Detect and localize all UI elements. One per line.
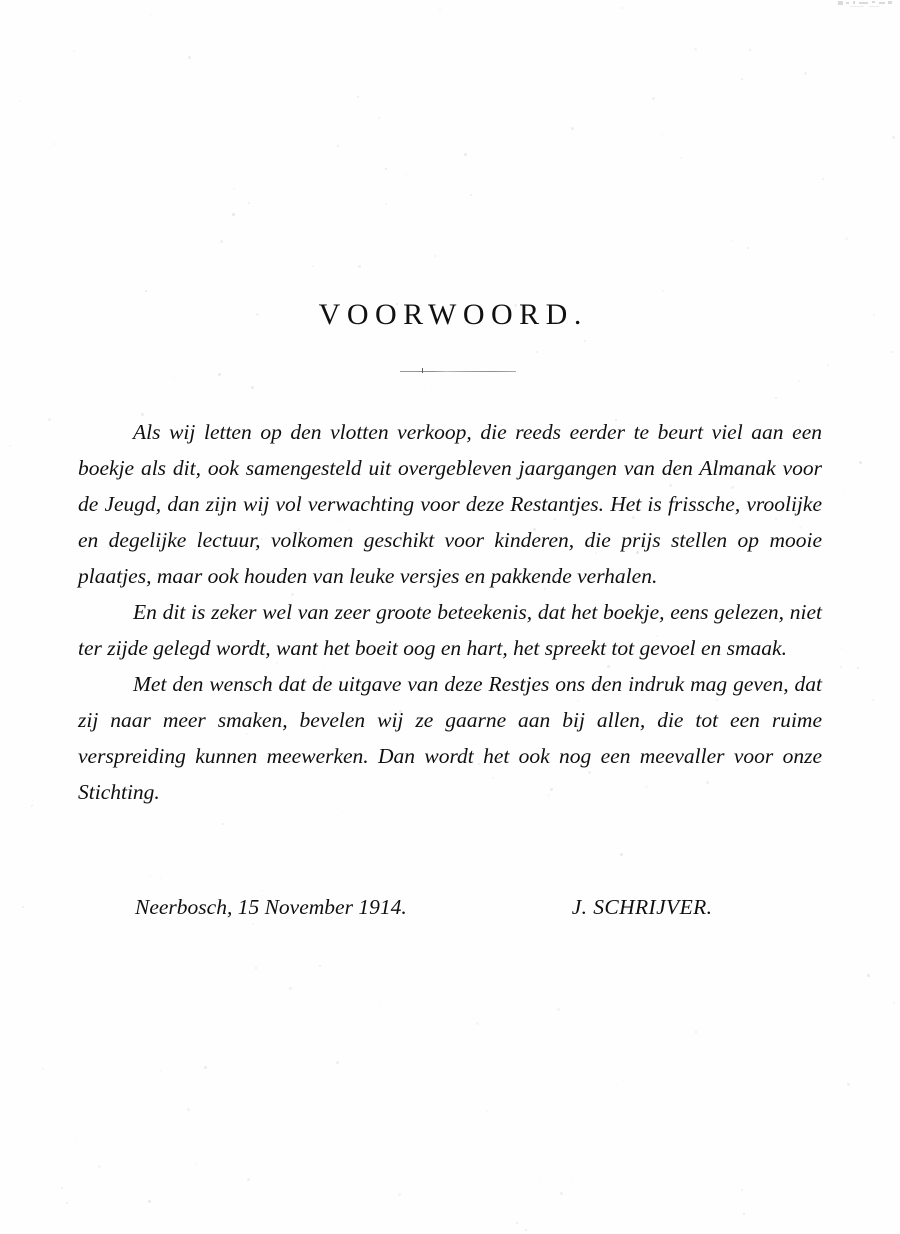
scan-speck: [891, 351, 893, 353]
scan-speck: [220, 240, 223, 243]
scan-speck: [680, 157, 682, 159]
scan-speck: [312, 265, 314, 267]
scan-speck: [404, 1112, 405, 1113]
scan-speck: [872, 699, 874, 701]
scan-speck: [255, 967, 257, 969]
scan-speck: [204, 1066, 207, 1069]
scan-speck: [859, 461, 862, 464]
scan-speck: [571, 127, 574, 130]
scan-speck: [173, 377, 175, 379]
scan-speck: [405, 173, 407, 175]
scan-speck: [584, 340, 586, 342]
scan-speck: [233, 188, 235, 190]
scan-speck: [342, 811, 343, 812]
title-divider: [400, 371, 516, 372]
scan-speck: [743, 1213, 745, 1215]
scan-speck: [652, 97, 655, 100]
scan-speck: [462, 26, 463, 27]
scan-speck: [747, 247, 749, 249]
scan-speck: [536, 351, 538, 353]
paragraph-1: Als wij letten op den vlotten verkoop, die reeds eerder te beurt viel aan een boekje als dit, ook samengesteld uit overgebleven jaargangen van den Almanak voor de Jeugd, dan zijn wij vol verwachting voor deze Restantjes. Het is frissche, vroolijke en degelijke lectuur, volkomen geschikt voor kinderen, die prijs stellen op mooie plaatjes, maar ook houden van leuke versjes en pakkende verhalen.: [78, 420, 822, 588]
scan-speck: [145, 290, 147, 292]
scan-speck: [149, 875, 151, 877]
scan-speck: [188, 56, 191, 59]
scan-speck: [623, 1080, 624, 1081]
scan-speck: [695, 1031, 697, 1033]
scan-speck: [379, 1005, 380, 1006]
scan-speck: [893, 1002, 895, 1004]
scan-speck: [845, 237, 848, 240]
scan-speck: [847, 1083, 850, 1086]
scan-speck: [867, 974, 870, 977]
scan-speck: [410, 287, 412, 289]
scan-speck: [277, 245, 278, 246]
scan-speck: [160, 1070, 162, 1072]
scan-speck: [336, 1061, 339, 1064]
scan-speck: [48, 418, 51, 421]
scan-speck: [822, 178, 824, 180]
scan-speck: [536, 836, 537, 837]
page-title: VOORWOORD.: [318, 298, 588, 331]
signature-block: [78, 893, 822, 921]
scan-speck: [741, 78, 743, 80]
scan-speck: [620, 853, 623, 856]
scan-speck: [487, 1017, 488, 1018]
scan-speck: [337, 145, 339, 147]
scan-speck: [61, 1187, 63, 1189]
scan-speck: [262, 890, 263, 891]
scan-speck: [290, 95, 291, 96]
scan-speck: [700, 828, 701, 829]
scan-speck: [398, 1193, 401, 1196]
scan-speck: [148, 1200, 151, 1203]
scan-speck: [361, 210, 362, 211]
scan-speck: [32, 800, 33, 801]
paragraph-3: Met den wensch dat de uitgave van deze Restjes ons den indruk mag geven, dat zij naar meer smaken, bevelen wij ze gaarne aan bij allen, die tot een ruime verspreiding kunnen meewerken. Dan wordt het ook nog een meevaller voor onze Stichting.: [78, 672, 822, 804]
scan-speck: [247, 1178, 250, 1181]
scan-speck: [516, 1222, 518, 1224]
paragraph-2: En dit is zeker wel van zeer groote beteekenis, dat het boekje, eens gelezen, niet ter zijde gelegd wordt, want het boeit oog en hart, het spreekt tot gevoel en smaak.: [78, 600, 822, 660]
body-text: [78, 414, 822, 810]
scan-speck: [662, 290, 664, 292]
scan-speck: [439, 9, 441, 11]
scan-speck: [232, 213, 235, 216]
scan-speck: [195, 1162, 198, 1165]
scan-speck: [73, 50, 75, 52]
scan-speck: [98, 1165, 101, 1168]
title-block: [0, 300, 900, 330]
scan-speck: [804, 72, 807, 75]
scan-speck: [798, 380, 800, 382]
scan-speck: [694, 48, 697, 51]
scan-speck: [476, 1022, 479, 1025]
scan-speck: [31, 805, 33, 807]
scan-speck: [621, 7, 623, 9]
scan-speck: [525, 1229, 527, 1231]
scan-speck: [424, 389, 425, 390]
scan-speck: [252, 923, 254, 925]
scan-speck: [572, 1178, 573, 1179]
scan-speck: [218, 373, 221, 376]
scan-speck: [187, 1108, 190, 1111]
scan-speck: [731, 239, 734, 242]
scan-speck: [251, 386, 254, 389]
scan-speck: [53, 143, 55, 145]
scan-speck: [319, 965, 321, 967]
scan-speck: [248, 202, 250, 204]
scan-speck: [378, 117, 380, 119]
scan-speck: [540, 1179, 541, 1180]
scan-speck: [19, 100, 21, 102]
scan-speck: [358, 265, 361, 268]
scan-artifact: [838, 0, 894, 9]
scan-speck: [22, 906, 24, 908]
scan-speck: [840, 666, 842, 668]
scan-speck: [775, 397, 777, 399]
scan-speck: [857, 667, 859, 669]
scan-speck: [560, 1192, 563, 1195]
scan-speck: [841, 648, 842, 649]
scan-speck: [434, 255, 436, 257]
signature-place-date: Neerbosch, 15 November 1914.: [135, 895, 407, 919]
scan-speck: [9, 445, 11, 447]
scan-speck: [486, 1110, 488, 1112]
scan-speck: [150, 14, 152, 16]
scan-speck: [289, 987, 292, 990]
scan-speck: [357, 96, 359, 98]
scan-speck: [385, 203, 387, 205]
scan-speck: [325, 863, 327, 865]
scan-speck: [557, 1008, 560, 1011]
scan-speck: [222, 823, 224, 825]
scan-speck: [470, 194, 472, 196]
scan-speck: [42, 1068, 44, 1070]
scan-speck: [749, 49, 751, 51]
scan-speck: [741, 1189, 743, 1191]
scan-speck: [464, 153, 467, 156]
scan-speck: [66, 1202, 68, 1204]
scan-speck: [843, 493, 844, 494]
scan-speck: [892, 136, 895, 139]
scan-speck: [427, 856, 428, 857]
scan-speck: [160, 878, 161, 879]
scan-speck: [24, 183, 25, 184]
signature-author: J. SCHRIJVER.: [571, 895, 713, 919]
scan-speck: [827, 364, 829, 366]
scan-speck: [473, 1018, 474, 1019]
scan-speck: [76, 1136, 77, 1137]
scan-speck: [385, 168, 387, 170]
scan-speck: [662, 134, 663, 135]
